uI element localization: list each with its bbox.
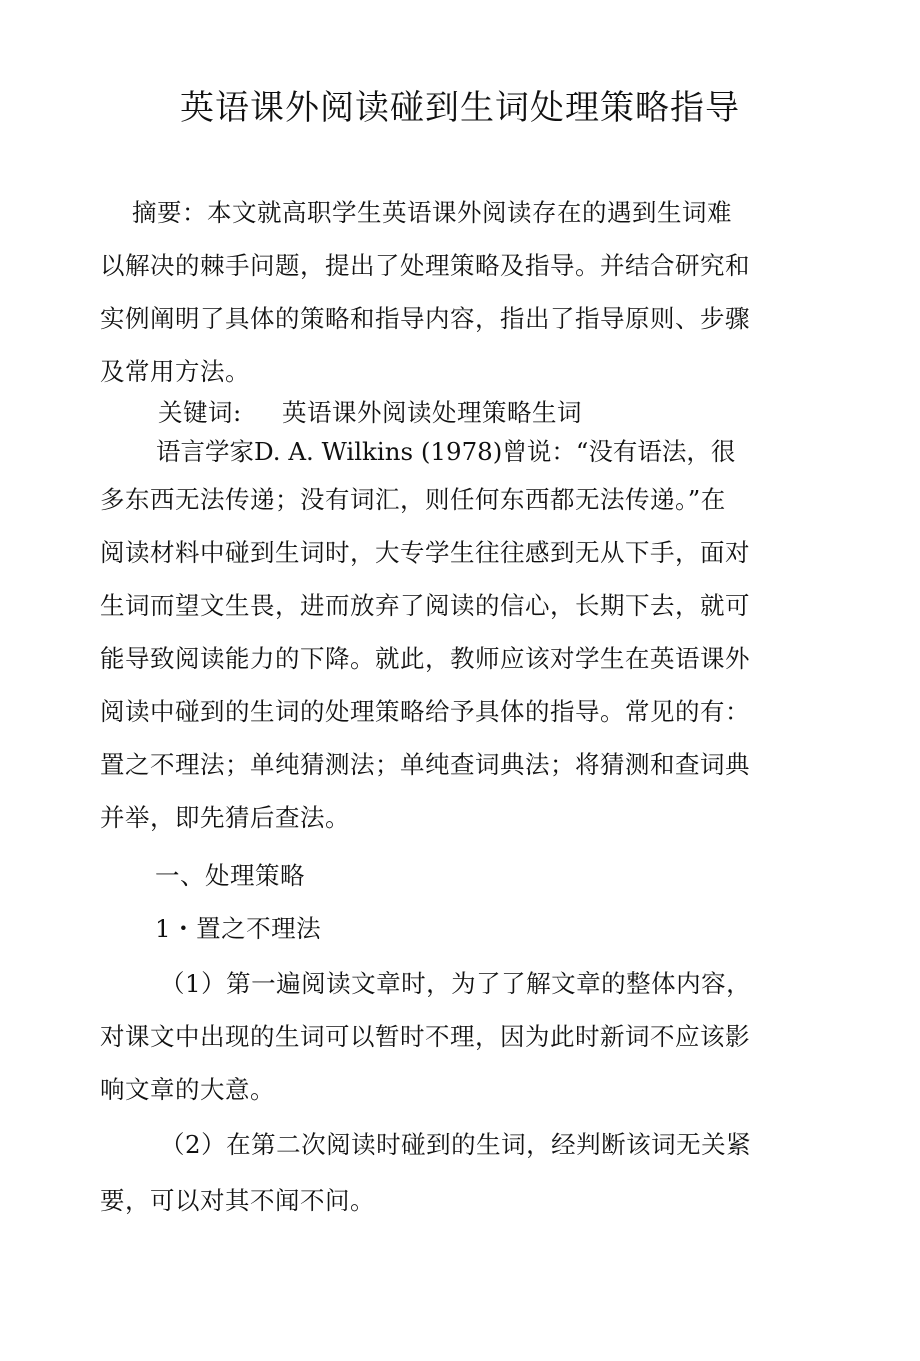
intro-line: 生词而望文生畏，进而放弃了阅读的信心，长期下去，就可: [100, 591, 750, 620]
intro-line: 多东西无法传递；没有词汇，则任何东西都无法传递。”在: [100, 485, 726, 514]
intro-line: 阅读材料中碰到生词时，大专学生往往感到无从下手，面对: [100, 538, 750, 567]
abstract-line: 摘要：本文就高职学生英语课外阅读存在的遇到生词难: [132, 198, 732, 227]
abstract-line: 及常用方法。: [100, 357, 250, 386]
intro-line: 能导致阅读能力的下降。就此，教师应该对学生在英语课外: [100, 644, 750, 673]
section-heading: 一、处理策略: [155, 861, 305, 890]
item-line: 要，可以对其不闻不问。: [100, 1186, 375, 1215]
item-line: （2）在第二次阅读时碰到的生词，经判断该词无关紧: [160, 1130, 752, 1159]
keywords-label: 关键词:: [158, 398, 242, 427]
abstract-line: 以解决的棘手问题，提出了处理策略及指导。并结合研究和: [100, 251, 750, 280]
abstract-line: 实例阐明了具体的策略和指导内容，指出了指导原则、步骤: [100, 304, 750, 333]
keywords-value: 英语课外阅读处理策略生词: [282, 398, 582, 427]
intro-line: 置之不理法；单纯猜测法；单纯查词典法；将猜测和查词典: [100, 750, 750, 779]
subsection-heading: 1・置之不理法: [155, 914, 322, 943]
document-title: 英语课外阅读碰到生词处理策略指导: [180, 88, 740, 128]
intro-line: 并举，即先猜后查法。: [100, 803, 350, 832]
intro-line: 语言学家D. A. Wilkins (1978)曾说：“没有语法，很: [156, 437, 736, 466]
item-line: 对课文中出现的生词可以暂时不理，因为此时新词不应该影: [100, 1022, 750, 1051]
item-line: （1）第一遍阅读文章时，为了了解文章的整体内容，: [160, 969, 752, 998]
item-line: 响文章的大意。: [100, 1075, 275, 1104]
intro-line: 阅读中碰到的生词的处理策略给予具体的指导。常见的有：: [100, 697, 750, 726]
